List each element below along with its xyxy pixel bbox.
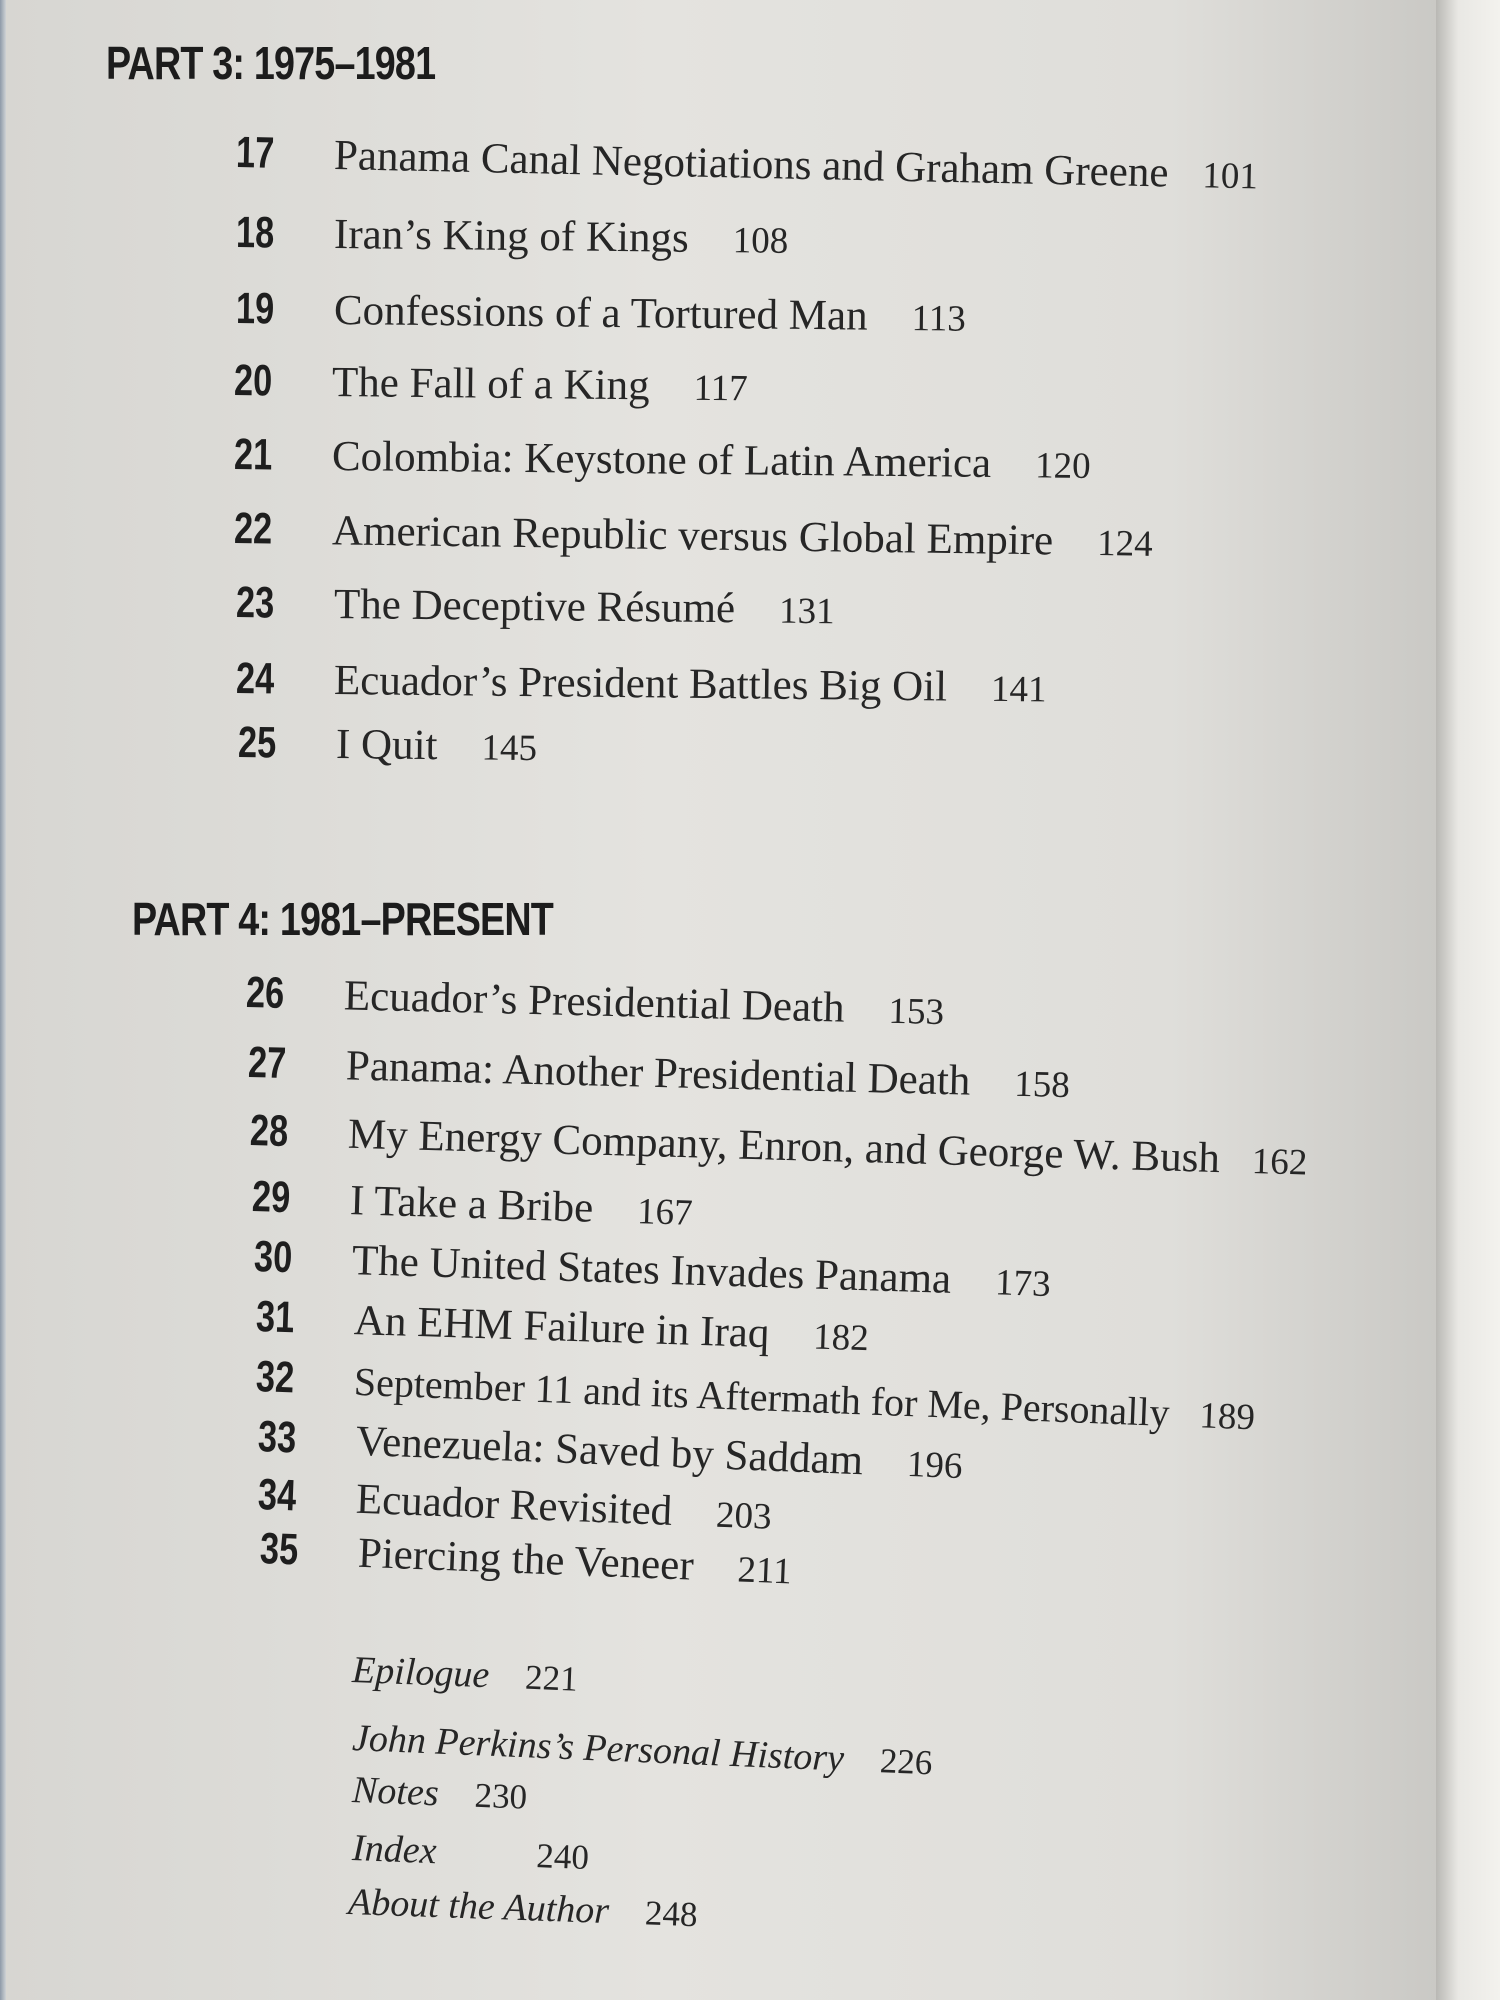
chapter-title: Ecuador’s President Battles Big Oil — [333, 657, 948, 711]
chapter-number: 29 — [251, 1172, 292, 1223]
chapter-row — [234, 504, 1153, 571]
chapter-row — [235, 128, 1258, 203]
chapter-number: 27 — [247, 1038, 287, 1088]
chapter-number: 31 — [255, 1292, 296, 1343]
back-matter-page-number: 240 — [535, 1836, 590, 1878]
chapter-row — [234, 430, 1091, 493]
chapter-title: Ecuador’s Presidential Death — [343, 972, 846, 1032]
chapter-number: 30 — [253, 1232, 294, 1283]
chapter-title: Ecuador Revisited — [355, 1475, 674, 1535]
back-matter-page-number: 226 — [879, 1741, 934, 1783]
chapter-page-number: 141 — [990, 668, 1047, 711]
chapter-number: 35 — [259, 1524, 300, 1575]
back-matter-title: John Perkins’s Personal History — [351, 1717, 845, 1780]
chapter-title: An EHM Failure in Iraq — [353, 1297, 771, 1358]
chapter-row — [236, 654, 1047, 716]
chapter-row — [236, 578, 835, 638]
chapter-number: 22 — [233, 504, 273, 554]
chapter-number: 19 — [235, 284, 275, 334]
back-matter-title: Index — [351, 1827, 438, 1873]
chapter-row — [238, 718, 538, 775]
part-3-heading: PART 3: 1975–1981 — [106, 37, 436, 89]
chapter-number: 28 — [249, 1106, 289, 1157]
chapter-page-number: 108 — [732, 220, 789, 262]
chapter-title: Piercing the Veneer — [357, 1529, 695, 1590]
back-matter-page-number: 230 — [473, 1775, 528, 1817]
chapter-title: Panama: Another Presidential Death — [345, 1042, 971, 1105]
chapter-number: 26 — [245, 968, 285, 1018]
chapter-page-number: 211 — [736, 1549, 793, 1593]
back-matter-row — [351, 1768, 528, 1829]
chapter-page-number: 158 — [1013, 1063, 1071, 1107]
chapter-row — [234, 356, 748, 415]
chapter-row — [247, 1038, 1070, 1112]
chapter-page-number: 203 — [715, 1494, 773, 1538]
back-matter-page-number: 221 — [524, 1657, 579, 1699]
chapter-row — [245, 968, 944, 1039]
chapter-title: Confessions of a Tortured Man — [333, 287, 868, 340]
chapter-row — [251, 1172, 693, 1240]
chapter-title: The Deceptive Résumé — [333, 581, 736, 633]
chapter-page-number: 167 — [636, 1191, 694, 1234]
chapter-page-number: 101 — [1201, 155, 1259, 198]
chapter-row — [236, 208, 789, 268]
chapter-number: 20 — [233, 356, 273, 406]
chapter-number: 17 — [235, 128, 275, 178]
chapter-title: My Energy Company, Enron, and George W. Bush — [347, 1110, 1221, 1183]
chapter-number: 18 — [235, 208, 275, 258]
back-matter-row — [351, 1648, 579, 1711]
back-matter-title: Epilogue — [351, 1649, 491, 1697]
chapter-title: Iran’s King of Kings — [333, 211, 689, 262]
chapter-page-number: 162 — [1251, 1140, 1308, 1184]
chapter-title: The United States Invades Panama — [351, 1237, 952, 1303]
back-matter-title: About the Author — [347, 1881, 610, 1933]
chapter-page-number: 113 — [911, 298, 966, 340]
chapter-title: Colombia: Keystone of Latin America — [331, 433, 992, 487]
chapter-title: I Quit — [335, 721, 438, 770]
chapter-page-number: 131 — [778, 590, 835, 633]
chapter-number: 34 — [257, 1470, 298, 1521]
chapter-row — [255, 1292, 869, 1365]
chapter-number: 23 — [235, 578, 275, 628]
chapter-title: Venezuela: Saved by Saddam — [355, 1417, 864, 1485]
chapter-title: The Fall of a King — [331, 359, 650, 410]
back-matter-row — [351, 1826, 590, 1889]
chapter-title: September 11 and its Aftermath for Me, Personally — [353, 1358, 1171, 1436]
back-matter-page-number: 248 — [644, 1893, 699, 1935]
chapter-title: Panama Canal Negotiations and Graham Greene — [333, 132, 1169, 197]
chapter-page-number: 196 — [906, 1443, 964, 1488]
chapter-page-number: 189 — [1198, 1395, 1256, 1439]
chapter-page-number: 145 — [481, 727, 538, 770]
chapter-page-number: 182 — [812, 1316, 870, 1360]
chapter-number: 21 — [233, 430, 273, 480]
chapter-number: 24 — [235, 654, 275, 704]
chapter-title: American Republic versus Global Empire — [331, 507, 1054, 565]
chapter-title: I Take a Bribe — [349, 1177, 594, 1232]
back-matter-title: Notes — [351, 1769, 440, 1815]
part-4-heading: PART 4: 1981–PRESENT — [132, 893, 554, 945]
chapter-number: 33 — [257, 1412, 298, 1463]
chapter-page-number: 173 — [994, 1262, 1052, 1306]
chapter-page-number: 153 — [888, 990, 945, 1034]
chapter-page-number: 117 — [693, 367, 748, 410]
chapter-number: 32 — [255, 1352, 296, 1403]
chapter-page-number: 120 — [1034, 445, 1091, 487]
chapter-page-number: 124 — [1096, 523, 1153, 565]
chapter-number: 25 — [237, 718, 277, 768]
chapter-row — [236, 284, 966, 346]
back-matter-row — [347, 1880, 698, 1946]
